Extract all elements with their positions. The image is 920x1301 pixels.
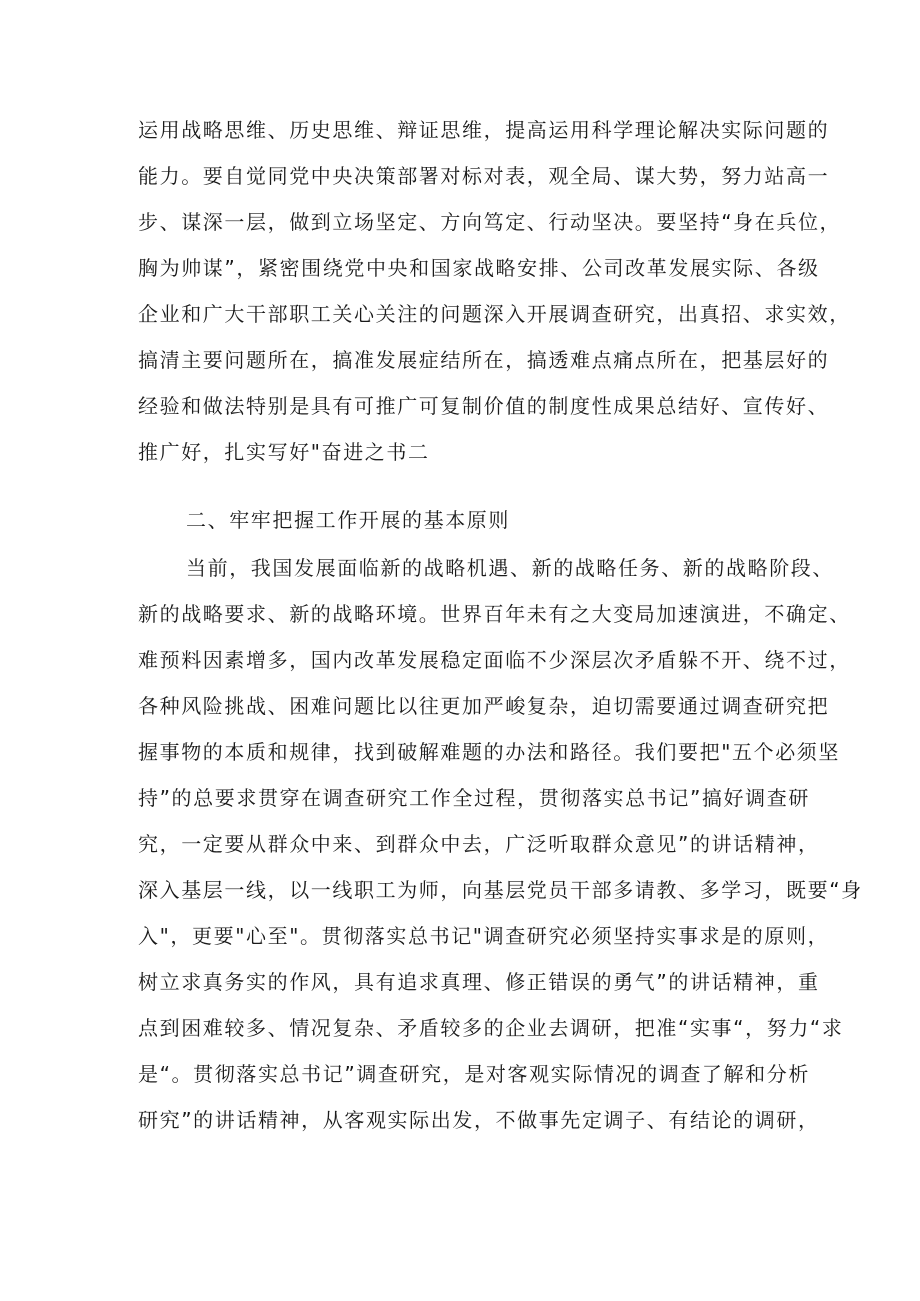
paragraph1-line: 胸为帅谋”，紧密围绕党中央和国家战略安排、公司改革发展实际、各级 — [138, 256, 820, 280]
paragraph1-line: 运用战略思维、历史思维、辩证思维，提高运用科学理论解决实际问题的 — [138, 118, 830, 142]
paragraph2-line: 是“。贯彻落实总书记”调查研究，是对客观实际情况的调查了解和分析 — [138, 1062, 810, 1086]
paragraph1-line: 步、谋深一层，做到立场坚定、方向笃定、行动坚决。要坚持“身在兵位， — [138, 210, 842, 234]
paragraph2-line: 究，一定要从群众中来、到群众中去，广泛听取群众意见”的讲话精神， — [138, 832, 820, 856]
paragraph1-line: 能力。要自觉同党中央决策部署对标对表，观全局、谋大势，努力站高一 — [138, 164, 830, 188]
paragraph2-line: 研究”的讲话精神，从客观实际出发，不做事先定调子、有结论的调研， — [138, 1108, 820, 1132]
paragraph1-line: 经验和做法特别是具有可推广可复制价值的制度性成果总结好、宣传好、 — [138, 394, 830, 418]
paragraph2-line: 新的战略要求、新的战略环境。世界百年未有之大变局加速演进，不确定、 — [138, 602, 851, 626]
paragraph2-line: 点到困难较多、情况复杂、矛盾较多的企业去调研，把准“实事“，努力“求 — [138, 1016, 844, 1040]
paragraph1-line: 企业和广大干部职工关心关注的问题深入开展调查研究，出真招、求实效， — [138, 302, 851, 326]
paragraph2-line: 树立求真务实的作风，具有追求真理、修正错误的勇气”的讲话精神，重 — [138, 970, 820, 994]
section-heading: 二、牢牢把握工作开展的基本原则 — [186, 508, 510, 532]
paragraph2-line: 难预料因素增多，国内改革发展稳定面临不少深层次矛盾躲不开、绕不过， — [138, 648, 851, 672]
paragraph1-line: 推广好，扎实写好"奋进之书二 — [138, 440, 430, 464]
paragraph2-line: 持”的总要求贯穿在调查研究工作全过程，贯彻落实总书记”搞好调查研 — [138, 786, 810, 810]
paragraph2-line: 当前，我国发展面临新的战略机遇、新的战略任务、新的战略阶段、 — [186, 556, 834, 580]
paragraph2-line: 深入基层一线，以一线职工为师，向基层党员干部多请教、多学习，既要“身 — [138, 878, 863, 902]
paragraph2-line: 握事物的本质和规律，找到破解难题的办法和路径。我们要把"五个必须坚 — [138, 740, 840, 764]
paragraph2-line: 入"，更要"心至"。贯彻落实总书记"调查研究必须坚持实事求是的原则， — [138, 924, 830, 948]
paragraph1-line: 搞清主要问题所在，搞准发展症结所在，搞透难点痛点所在，把基层好的 — [138, 348, 830, 372]
paragraph2-line: 各种风险挑战、困难问题比以往更加严峻复杂，迫切需要通过调查研究把 — [138, 694, 830, 718]
